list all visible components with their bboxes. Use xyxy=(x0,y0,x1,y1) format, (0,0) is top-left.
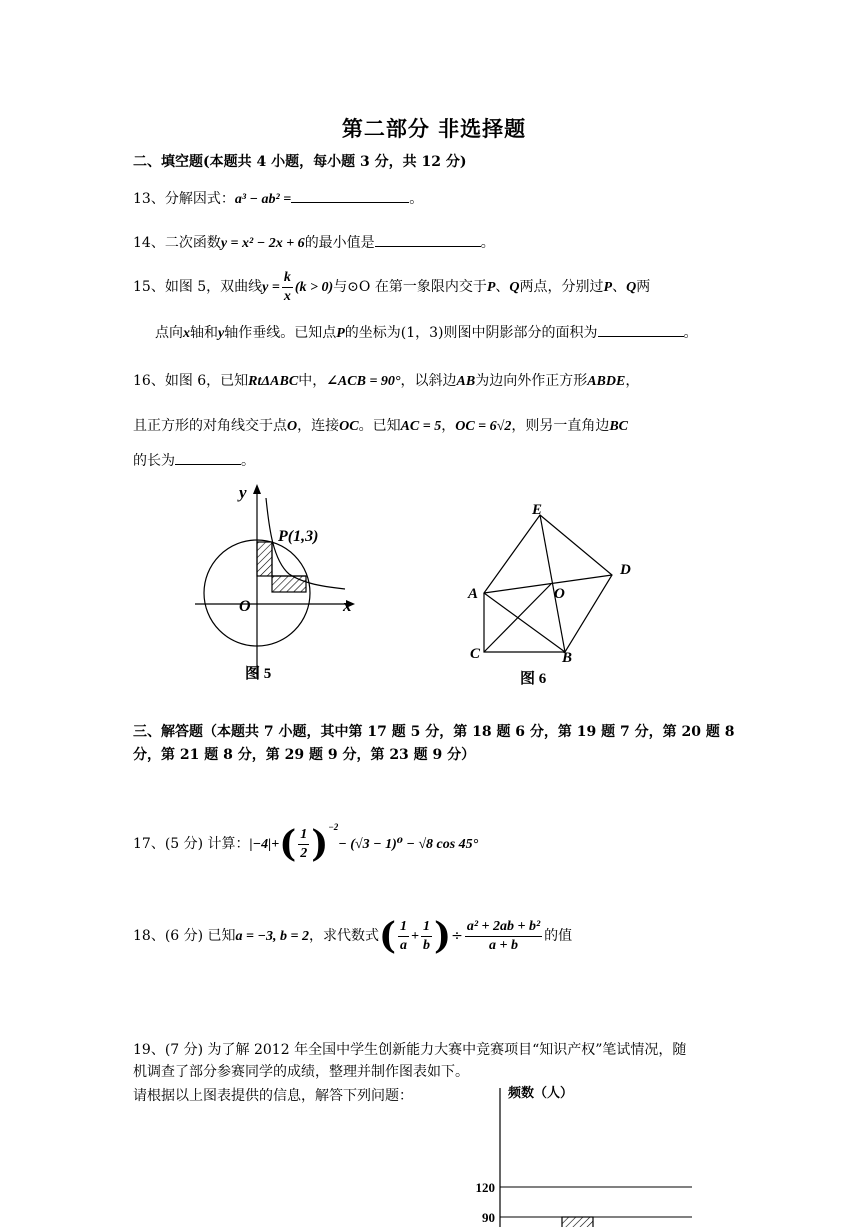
q15-mid: 与⊙O 在第一象限内交于 xyxy=(333,279,487,295)
q18-values: a = −3, b = 2 xyxy=(235,929,309,944)
question-17 xyxy=(133,806,478,866)
q14-end: 。 xyxy=(480,235,495,251)
label-e: E xyxy=(532,502,543,518)
histogram-bars xyxy=(530,1217,655,1227)
q18-frac-1 xyxy=(398,918,409,955)
q16-l3a: 的长为 xyxy=(133,453,175,469)
q14-expression: y = x² − 2x + 6 xyxy=(220,236,305,251)
histogram-bar-2 xyxy=(562,1217,593,1227)
q16-l1d: 为边向外作正方形 xyxy=(475,373,588,389)
q18-div: ÷ xyxy=(451,928,463,944)
fig5-y-label: y xyxy=(239,483,247,502)
question-19-line3: 请根据以上图表提供的信息，解答下列问题： xyxy=(133,1088,413,1104)
q14-answer-blank[interactable] xyxy=(375,232,481,247)
q15-condition: (k > 0) xyxy=(294,280,334,295)
q15-line2b: 轴和 xyxy=(190,325,218,341)
q15-point-p3: P xyxy=(336,326,345,341)
q15-point-p2: P xyxy=(603,280,613,295)
q16-ab: AB xyxy=(456,374,476,389)
label-a: A xyxy=(468,586,479,602)
q17-abs: |−4| xyxy=(249,837,272,852)
y-tick-label-90: 90 xyxy=(482,1210,495,1225)
q16-l1c: ，以斜边 xyxy=(400,373,457,389)
q16-l1e: ， xyxy=(625,373,640,389)
q15-y-eq: y = xyxy=(262,280,280,295)
q16-l2d: ， xyxy=(441,418,456,434)
q17-fraction xyxy=(298,826,309,863)
figure-6 xyxy=(462,500,647,690)
q15-mid2: 两点，分别过 xyxy=(519,279,604,295)
q17-prefix: 17、(5 分) 计算： xyxy=(133,836,250,852)
q18-frac-3 xyxy=(465,918,542,955)
segment-oc xyxy=(484,584,551,652)
question-13 xyxy=(133,188,423,210)
q16-l2e: ，则另一直角边 xyxy=(511,418,610,434)
q16-l2b: ，连接 xyxy=(297,418,340,434)
q15-line2a: 点向 xyxy=(155,325,183,341)
q16-square: ABDE xyxy=(587,374,626,389)
question-15-line1 xyxy=(133,268,650,307)
q15-point-p: P xyxy=(486,280,496,295)
q16-ac: AC = 5 xyxy=(400,419,442,434)
q18-f2-num: 1 xyxy=(421,918,432,937)
q15-frac-den: x xyxy=(283,288,291,304)
label-c: C xyxy=(470,646,481,662)
q18-f1-den: a xyxy=(400,937,408,953)
q17-paren-left: ( xyxy=(279,823,297,865)
label-d: D xyxy=(620,562,631,578)
q16-l2c: 。已知 xyxy=(358,418,401,434)
q13-answer-blank[interactable] xyxy=(291,188,409,203)
section2-heading: 二、填空题(本题共 4 小题，每小题 3 分，共 12 分) xyxy=(133,154,467,170)
q16-oc: OC xyxy=(339,419,359,434)
q16-bc: BC xyxy=(609,419,629,434)
q15-y-var: y xyxy=(218,326,225,341)
question-16-line1 xyxy=(133,371,639,392)
fig5-point-label: P(1,3) xyxy=(278,528,319,545)
fig6-caption: 图 6 xyxy=(520,671,547,687)
q17-exponent: −2 xyxy=(328,822,339,832)
q16-l1a: 16、如图 6，已知 xyxy=(133,373,249,389)
q18-mid: ，求代数式 xyxy=(309,928,379,944)
q17-plus: + xyxy=(271,837,280,852)
q16-o: O xyxy=(287,419,298,434)
q15-x-var: x xyxy=(183,326,190,341)
question-16-line2 xyxy=(133,416,628,437)
fig5-origin-label: O xyxy=(239,598,251,615)
q16-oc-value: OC = 6√2 xyxy=(455,419,512,434)
q15-fraction xyxy=(282,269,293,306)
q15-line2end: 。 xyxy=(683,325,698,341)
q18-prefix: 18、(6 分) 已知 xyxy=(133,928,236,944)
label-o: O xyxy=(554,586,565,602)
histogram-y-label: 频数（人） xyxy=(508,1085,574,1100)
fig5-caption: 图 5 xyxy=(245,666,272,682)
shaded-region-q xyxy=(272,576,306,592)
question-15-line2 xyxy=(155,322,698,344)
q14-prefix: 14、二次函数 xyxy=(133,235,221,251)
section3-heading-line1: 三、解答题（本题共 7 小题，其中第 17 题 5 分，第 18 题 6 分，第 19 题 7 分，第 20 题 8 xyxy=(133,724,735,740)
q15-point-q: Q xyxy=(509,280,520,295)
question-14 xyxy=(133,232,495,254)
q15-point-q2: Q xyxy=(626,280,637,295)
inner-lines xyxy=(272,542,306,576)
q15-sep2: 、 xyxy=(612,279,627,295)
q18-end: 的值 xyxy=(544,928,573,944)
q16-answer-blank[interactable] xyxy=(175,450,241,465)
q17-rest: − (√3 − 1)⁰ − √8 cos 45° xyxy=(338,837,479,852)
q18-f3-den: a + b xyxy=(489,937,518,953)
y-axis-arrow xyxy=(253,484,261,494)
q17-frac-den: 2 xyxy=(300,845,308,861)
q18-frac-2 xyxy=(421,918,432,955)
q15-frac-num: k xyxy=(282,269,293,288)
q18-f1-num: 1 xyxy=(398,918,409,937)
diagonal-eb xyxy=(540,515,565,652)
figure-5 xyxy=(195,478,375,688)
q18-f3-num: a² + 2ab + b² xyxy=(465,918,542,937)
question-16-line3 xyxy=(133,450,255,471)
q17-paren-right: ) xyxy=(311,823,329,865)
label-b: B xyxy=(562,650,573,666)
question-19-line1: 19、(7 分) 为了解 2012 年全国中学生创新能力大赛中竞赛项目“知识产权”笔试情况，随 xyxy=(133,1042,687,1058)
question-18 xyxy=(133,910,572,963)
q15-end: 两 xyxy=(636,279,651,295)
q15-line2c: 轴作垂线。已知点 xyxy=(224,325,337,341)
q16-triangle: RtΔABC xyxy=(248,374,299,389)
q16-l2a: 且正方形的对角线交于点 xyxy=(133,418,287,434)
q16-angle: ∠ACB = 90° xyxy=(326,374,401,389)
q15-answer-blank[interactable] xyxy=(598,322,684,337)
q18-plus: + xyxy=(411,929,420,944)
q18-paren-right: ) xyxy=(434,915,452,957)
q15-line2d: 的坐标为(1，3)则图中阴影部分的面积为 xyxy=(344,325,598,341)
page-title: 第二部分 非选择题 xyxy=(341,116,527,141)
q13-expression: a³ − ab² = xyxy=(234,192,292,207)
shaded-region-p xyxy=(257,542,272,576)
q13-end: 。 xyxy=(409,191,424,207)
q13-prefix: 13、分解因式： xyxy=(133,191,235,207)
q16-l1b: 中， xyxy=(298,373,327,389)
fig5-x-label: x xyxy=(343,596,352,615)
section3-heading-line2: 分，第 21 题 8 分，第 29 题 9 分，第 23 题 9 分） xyxy=(133,747,476,763)
q17-frac-num: 1 xyxy=(298,826,309,845)
y-tick-label-120: 120 xyxy=(475,1180,495,1195)
histogram-chart xyxy=(470,1082,700,1227)
q18-f2-den: b xyxy=(423,937,431,953)
q18-paren-left: ( xyxy=(379,915,397,957)
q14-suffix: 的最小值是 xyxy=(304,235,375,251)
diagonal-ad xyxy=(484,575,612,593)
q16-l3end: 。 xyxy=(241,453,255,469)
question-19-line2: 机调查了部分参赛同学的成绩，整理并制作图表如下。 xyxy=(133,1064,469,1080)
q15-prefix: 15、如图 5，双曲线 xyxy=(133,279,263,295)
q15-sep: 、 xyxy=(495,279,510,295)
